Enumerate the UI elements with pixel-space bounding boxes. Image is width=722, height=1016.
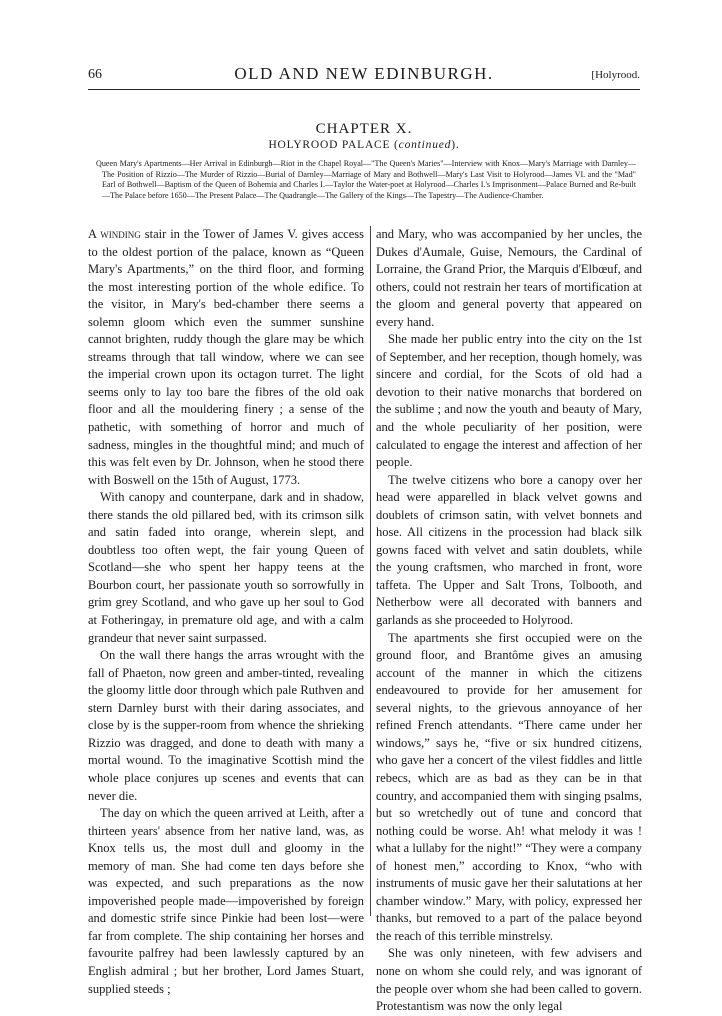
paragraph: [88, 226, 364, 489]
page-header: [88, 63, 640, 90]
column-divider: [370, 226, 371, 916]
chapter-subtitle-main: HOLYROOD PALACE (: [268, 139, 399, 151]
paragraph: The twelve citizens who bore a canopy over her head were apparelled in black velvet gowns and doublets of crimson satin, with velvet bonnets and hose. All citizens in the procession had black silk gowns faced with velvet and satin doublets, while the young craftsmen, who marched in front, wore taffeta. The Upper and Salt Trons, Tolbooth, and Netherbow were all decorated with banners and garlands as she proceeded to Holyrood.: [376, 472, 642, 628]
chapter-subtitle-italic: continued: [398, 139, 452, 151]
chapter-subtitle: [88, 139, 640, 151]
paragraph: The day on which the queen arrived at Leith, after a thirteen years' absence from her native land, was, as Knox tells us, the most dull and gloomy in the memory of man. She had come ten days before she was expected, and such preparations as the now impoverished people made—impoverished by foreign and domestic strife since Pinkie had been lost—were far from complete. The ship containing her horses and favourite palfrey had been lawlessly captured by an English admiral ; but her brother, Lord James Stuart, supplied steeds ;: [88, 806, 364, 996]
right-column: [376, 226, 642, 1014]
chapter-synopsis: Queen Mary's Apartments—Her Arrival in Edinburgh—Riot in the Chapel Royal—"The Queen's Maries"—Interview with Knox—Mary's Marriage with Darnley—The Position of Rizzio—The Murder of Rizzio—Burial of Darnley—Marriage of Mary and Bothwell—Mary's Last Visit to Holyrood—James VI. and the "Mad" Earl of Bothwell—Baptism of the Queen of Bohemia and Charles I.—Taylor the Water-poet at Holyrood—Charles I.'s Imprisonment—Palace Burned and Re-built—The Palace before 1650—The Present Palace—The Quadrangle—The Gallery of the Kings—The Tapestry—The Audience-Chamber.: [96, 159, 636, 200]
paragraph: With canopy and counterpane, dark and in shadow, there stands the old pillared bed, with its crimson silk and satin faded into orange, wherein slept, and doubtless too often wept, the fair young Queen of Scotland—she who spent her happy teens at the Bourbon court, her passionate youth so sorrowfully in grim grey Scotland, and who gave up her soul to God at Fotheringay, in premature old age, and with a calm grandeur that never saint surpassed.: [88, 490, 364, 645]
running-title: OLD AND NEW EDINBURGH.: [234, 64, 494, 83]
paragraph: The apartments she first occupied were on the ground floor, and Brantôme gives an amusing account of the manner in which the citizens endeavoured to provide for her amusement for several nights, to the grievous annoyance of her refined French attendants. “There came under her windows,” says he, “five or six hundred citizens, who gave her a concert of the vilest fiddles and little rebecs, which are as bad as they can be in that country, and accompanied them with singing psalms, but so wretchedly out of tune and concord that nothing could be worse. Ah! what melody it was ! what a lullaby for the night!” “They were a company of honest men,” according to Knox, “who with instruments of music gave her their salutations at her chamber window.” Mary, with policy, expressed her thanks, but removed to a part of the palace beyond the reach of this terrible minstrelsy.: [376, 630, 642, 943]
paragraph: On the wall there hangs the arras wrought with the fall of Phaeton, now green and amber-tinted, revealing the gloomy little door through which pale Ruthven and stern Darnley burst with their daring associates, and close by is the supper-room from whence the shrieking Rizzio was dragged, and done to death with many a mortal wound. To the imaginative Scottish mind the whole place conjures up scenes and events that can never die.: [88, 648, 364, 803]
left-column: [88, 226, 364, 996]
page-number: 66: [88, 67, 102, 82]
paragraph-text: stair in the Tower of James V. gives access to the oldest portion of the palace, known as “Queen Mary's Apartments,” on the third floor, and forming the most interesting portion of the whole edifice. To the visitor, in Mary's bed-chamber there seems a solemn gloom which even the summer sunshine cannot brighten, ruddy though the glare may be which streams through that tall window, where we can see the imperial crown upon its octagon turret. The light seems only to lay too bare the fibres of the old oak floor and all the mouldering finery ; a sense of the pathetic, with something of horror and much of sadness, mingles in the thoughtful mind; and much of this was felt even by Dr. Johnson, when he stood there with Boswell on the 15th of August, 1773.: [88, 227, 364, 487]
drop-lead: A winding: [88, 227, 141, 241]
paragraph: She made her public entry into the city on the 1st of September, and her reception, though homely, was sincere and cordial, for the Scots of old had a devotion to their native monarchs that bordered on the sublime ; and now the youth and beauty of Mary, and the whole peculiarity of her position, were calculated to engage the interest and affection of her people.: [376, 332, 642, 470]
chapter-subtitle-end: ).: [451, 139, 460, 151]
chapter-title: CHAPTER X.: [315, 121, 413, 137]
section-tag: [Holyrood.: [591, 69, 640, 81]
paragraph: and Mary, who was accompanied by her uncles, the Dukes d'Aumale, Guise, Nemours, the Cardinal of Lorraine, the Grand Prior, the Marquis d'Elbœuf, and others, could not restrain her tears of mortification at the gloom and general poverty that appeared on every hand.: [376, 227, 642, 329]
paragraph: She was only nineteen, with few advisers and none on whom she could rely, and was ignorant of the people over whom she had been called to govern. Protestantism was now the only legal: [376, 946, 642, 1014]
